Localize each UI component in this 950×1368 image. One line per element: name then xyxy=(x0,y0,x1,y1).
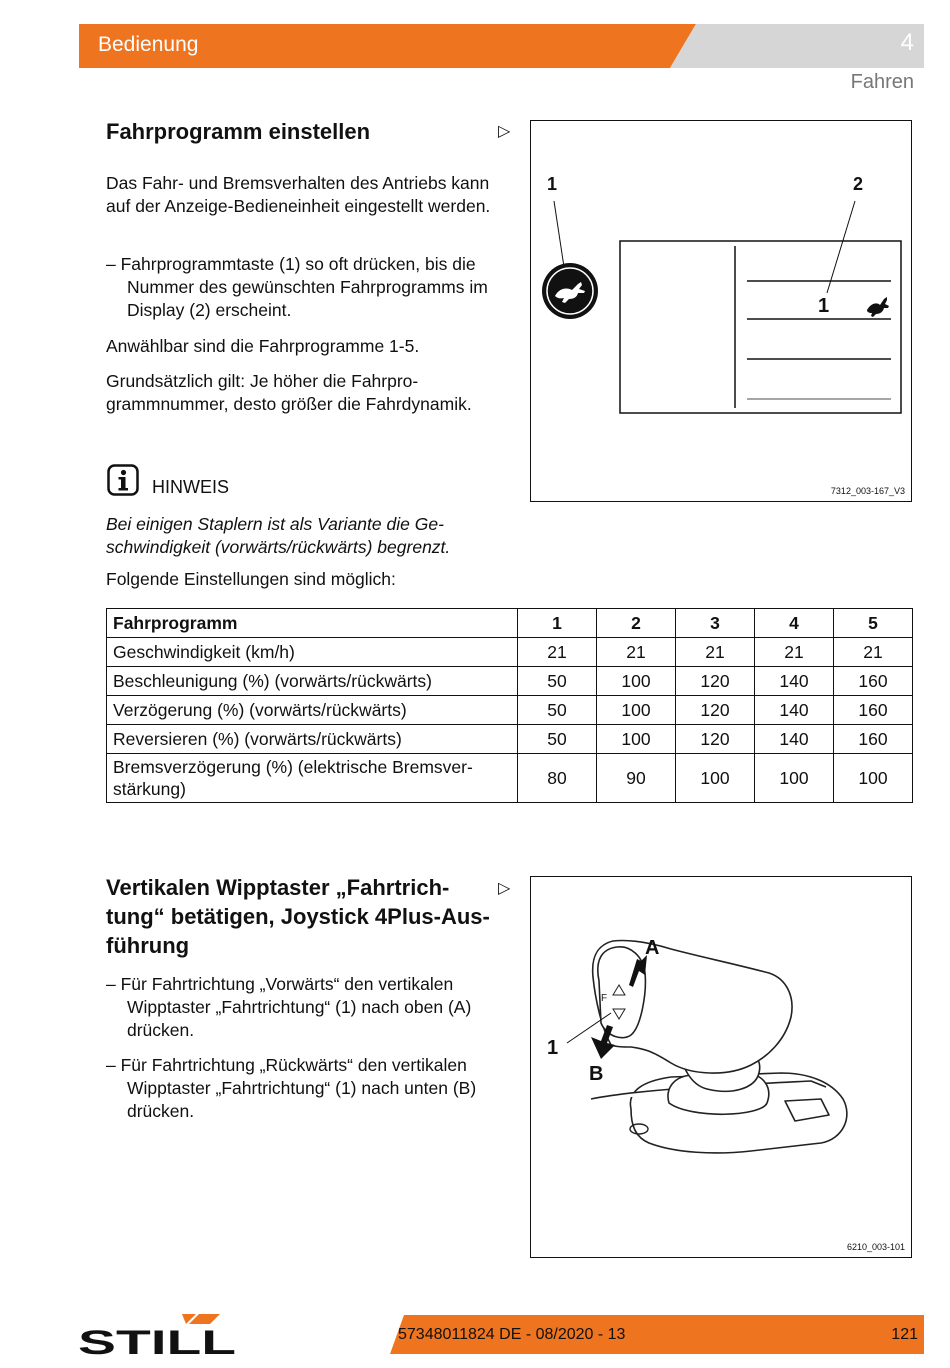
table-cell: 100 xyxy=(597,696,676,725)
table-cell: 100 xyxy=(834,754,913,803)
table-cell: 140 xyxy=(755,696,834,725)
note-text: Bei einigen Staplern ist als Variante die Geschwindigkeit (vorwärts/rückwärts) begrenzt. xyxy=(106,514,451,557)
chapter-number: 4 xyxy=(900,29,914,56)
table-cell: 120 xyxy=(676,696,755,725)
table-cell: 21 xyxy=(755,638,834,667)
settings-intro: Folgende Einstellungen sind möglich: xyxy=(106,569,396,589)
section1-step: – Fahrprogrammtaste (1) so oft drücken, bis die Nummer des gewünschten Fahrprogramms im Display (2) erscheint. xyxy=(106,254,488,320)
table-row xyxy=(107,725,913,754)
table-row xyxy=(107,638,913,667)
table-cell: Reversieren (%) (vorwärts/rückwärts) xyxy=(107,725,518,754)
table-cell: 90 xyxy=(597,754,676,803)
label-b: B xyxy=(589,1063,604,1085)
table-cell: 140 xyxy=(755,725,834,754)
table-cell: Bremsverzögerung (%) (elektrische Bremsverstärkung) xyxy=(107,754,518,803)
fahrprogramm-button[interactable] xyxy=(541,262,599,320)
table-cell: 120 xyxy=(676,667,755,696)
table-header-row xyxy=(107,609,913,638)
section2-heading: Vertikalen Wipptaster „Fahrtrichtung“ betätigen, Joystick 4Plus-Ausführung xyxy=(106,875,490,958)
still-logo xyxy=(78,1310,238,1356)
figure-code: 7312_003-167_V3 xyxy=(830,486,905,496)
section1-intro: Das Fahr- und Bremsverhalten des Antriebs kann auf der Anzeige-Bedieneinheit eingestellt werden. xyxy=(106,173,491,216)
svg-text:STILL: STILL xyxy=(78,1324,236,1356)
table-cell: 50 xyxy=(518,667,597,696)
section1-heading: Fahrprogramm einstellen xyxy=(106,119,371,144)
figure-joystick xyxy=(530,876,912,1258)
continue-marker-icon: ▷ xyxy=(498,880,511,897)
table-cell: 140 xyxy=(755,667,834,696)
table-cell: Geschwindigkeit (km/h) xyxy=(107,638,518,667)
joystick-illustration xyxy=(531,877,911,1257)
document-id: 57348011824 DE - 08/2020 - 13 xyxy=(398,1326,626,1343)
table-cell: 160 xyxy=(834,696,913,725)
table-row xyxy=(107,754,913,803)
table-row xyxy=(107,696,913,725)
section2-step-forward: – Für Fahrtrichtung „Vorwärts“ den vertikalen Wipptaster „Fahrtrichtung“ (1) nach oben (A) drücken. xyxy=(106,974,472,1040)
table-header-cell: 5 xyxy=(834,609,913,638)
section1-selectable: Anwählbar sind die Fahrprogramme 1-5. xyxy=(106,336,420,356)
info-icon xyxy=(107,464,139,496)
table-cell: 160 xyxy=(834,667,913,696)
table-cell: 160 xyxy=(834,725,913,754)
table-cell: Beschleunigung (%) (vorwärts/rückwärts) xyxy=(107,667,518,696)
table-row xyxy=(107,667,913,696)
section1-principle: Grundsätzlich gilt: Je höher die Fahrprogrammnummer, desto größer die Fahrdynamik. xyxy=(106,371,472,414)
table-cell: 100 xyxy=(597,667,676,696)
chapter-title: Fahren xyxy=(850,71,914,93)
label-a: A xyxy=(645,937,660,959)
table-header-cell: Fahrprogramm xyxy=(107,609,518,638)
settings-table xyxy=(106,608,913,803)
page-number: 121 xyxy=(891,1326,918,1343)
table-cell: 21 xyxy=(676,638,755,667)
section-title: Bedienung xyxy=(98,33,199,56)
table-cell: 100 xyxy=(597,725,676,754)
table-header-cell: 2 xyxy=(597,609,676,638)
callout-2: 2 xyxy=(853,174,864,194)
table-cell: 21 xyxy=(518,638,597,667)
note-title: HINWEIS xyxy=(152,477,230,497)
table-header-cell: 1 xyxy=(518,609,597,638)
table-cell: 50 xyxy=(518,696,597,725)
table-cell: 80 xyxy=(518,754,597,803)
hare-icon xyxy=(865,295,891,317)
table-cell: 100 xyxy=(755,754,834,803)
table-cell: 50 xyxy=(518,725,597,754)
table-header-cell: 3 xyxy=(676,609,755,638)
callout-1: 1 xyxy=(547,174,558,194)
continue-marker-icon: ▷ xyxy=(498,123,511,140)
figure-code: 6210_003-101 xyxy=(846,1242,905,1252)
table-cell: 21 xyxy=(834,638,913,667)
callout-1: 1 xyxy=(547,1037,559,1059)
table-cell: 21 xyxy=(597,638,676,667)
figure-display-unit xyxy=(530,120,912,502)
svg-text:F: F xyxy=(601,993,608,1004)
table-cell: 100 xyxy=(676,754,755,803)
display-program-number: 1 xyxy=(818,295,830,317)
section2-step-backward: – Für Fahrtrichtung „Rückwärts“ den vertikalen Wipptaster „Fahrtrichtung“ (1) nach unten (B) drücken. xyxy=(106,1055,477,1121)
table-cell: 120 xyxy=(676,725,755,754)
table-header-cell: 4 xyxy=(755,609,834,638)
table-cell: Verzögerung (%) (vorwärts/rückwärts) xyxy=(107,696,518,725)
